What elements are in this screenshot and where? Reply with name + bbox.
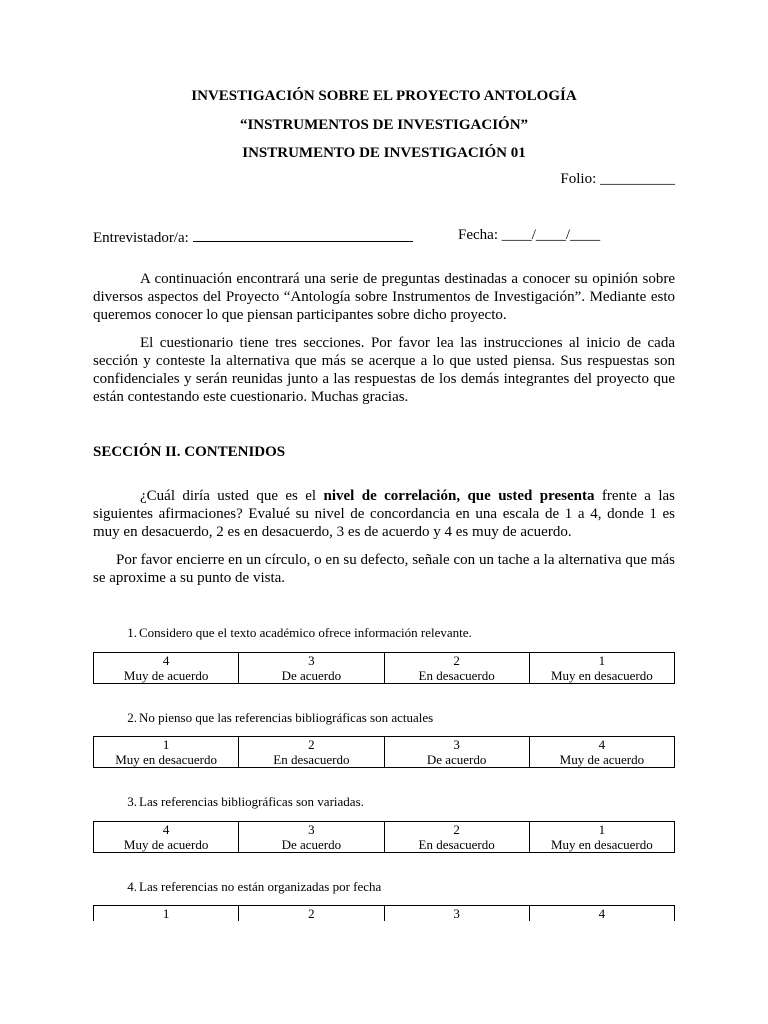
question-text: Las referencias no están organizadas por fecha <box>139 879 382 894</box>
doc-title-line-1: INVESTIGACIÓN SOBRE EL PROYECTO ANTOLOGÍA <box>191 88 577 104</box>
option-value: 2 <box>308 906 315 921</box>
option-value: 2 <box>453 822 460 837</box>
option-label: Muy de acuerdo <box>123 837 209 852</box>
scale-option[interactable] <box>239 737 384 768</box>
option-value: 4 <box>598 737 606 752</box>
question-text-after: frente a las siguientes afirmaciones? Evalué su nivel de concordancia en una escala de 1 a 4, donde 1 es muy en desacuerdo, 2 es en desacuerdo, 3 es de acuerdo y 4 es muy de acuerdo. <box>93 488 675 540</box>
option-value: 3 <box>308 822 315 837</box>
answer-scale-2 <box>93 736 675 768</box>
intro-paragraph-1: A continuación encontrará una serie de preguntas destinadas a conocer su opinión sobre diversos aspectos del Proyecto “Antología sobre Instrumentos de Investigación”. Mediante esto queremos conocer lo que piensan participantes sobre dicho proyecto. <box>93 271 675 323</box>
option-label: Muy de acuerdo <box>559 752 645 767</box>
option-label: Muy en desacuerdo <box>550 668 653 683</box>
option-value: 3 <box>308 653 315 668</box>
option-value: 2 <box>453 653 460 668</box>
section-question-paragraph <box>93 487 675 541</box>
option-value: 1 <box>598 653 606 668</box>
option-value: 1 <box>162 737 170 752</box>
answer-scale-4-clip <box>93 905 675 921</box>
scale-option[interactable] <box>94 653 239 684</box>
option-label: En desacuerdo <box>418 837 495 852</box>
option-value: 4 <box>598 906 606 921</box>
option-label: De acuerdo <box>426 752 487 767</box>
scale-option[interactable] <box>239 653 384 684</box>
interviewer-blank-line[interactable] <box>193 227 413 242</box>
option-label: Muy de acuerdo <box>123 668 209 683</box>
option-label: De acuerdo <box>281 837 342 852</box>
scale-option[interactable] <box>384 737 529 768</box>
scale-option[interactable] <box>384 653 529 684</box>
option-value: 3 <box>453 737 460 752</box>
option-label: Muy en desacuerdo <box>115 752 218 767</box>
scale-option[interactable] <box>94 737 239 768</box>
question-number: 4. <box>127 879 137 894</box>
doc-title-line-3: INSTRUMENTO DE INVESTIGACIÓN 01 <box>242 145 526 161</box>
question-text: Considero que el texto académico ofrece información relevante. <box>139 625 472 640</box>
question-4 <box>93 879 381 895</box>
scale-option[interactable] <box>529 822 674 853</box>
date-field[interactable]: Fecha: ____/____/____ <box>458 227 601 243</box>
option-label: Muy en desacuerdo <box>550 837 653 852</box>
question-number: 1. <box>127 625 137 640</box>
option-label: De acuerdo <box>281 668 342 683</box>
question-3 <box>93 794 364 810</box>
option-value: 1 <box>598 822 606 837</box>
scale-option[interactable] <box>384 822 529 853</box>
question-text: Las referencias bibliográficas son variadas. <box>139 794 364 809</box>
option-value: 2 <box>308 737 315 752</box>
document-page <box>93 0 675 1024</box>
option-value: 1 <box>162 906 170 921</box>
interviewer-field[interactable] <box>93 227 413 247</box>
option-label: En desacuerdo <box>273 752 350 767</box>
option-label: En desacuerdo <box>418 668 495 683</box>
option-value: 3 <box>453 906 460 921</box>
scale-option[interactable] <box>529 737 674 768</box>
section-instruction-paragraph: Por favor encierre en un círculo, o en su defecto, señale con un tache a la alternativa que más se aproxime a su punto de vista. <box>93 552 675 586</box>
doc-title-line-2: “INSTRUMENTOS DE INVESTIGACIÓN” <box>239 117 529 133</box>
question-text-bold: nivel de correlación, que usted presenta <box>323 488 595 504</box>
question-1 <box>93 625 472 641</box>
question-2 <box>93 710 433 726</box>
question-text: No pienso que las referencias bibliográficas son actuales <box>139 710 434 725</box>
section-title: SECCIÓN II. CONTENIDOS <box>93 444 286 460</box>
scale-option[interactable] <box>94 822 239 853</box>
question-number: 2. <box>127 710 137 725</box>
scale-option[interactable] <box>529 653 674 684</box>
scale-option[interactable] <box>239 822 384 853</box>
scale-option[interactable] <box>239 906 384 922</box>
interviewer-label: Entrevistador/a: <box>93 230 189 246</box>
folio-field[interactable]: Folio: __________ <box>560 171 675 187</box>
answer-scale-1 <box>93 652 675 684</box>
option-value: 4 <box>162 653 170 668</box>
question-number: 3. <box>127 794 137 809</box>
scale-option[interactable] <box>384 906 529 922</box>
question-text-before: ¿Cuál diría usted que es el <box>140 488 324 504</box>
option-value: 4 <box>162 822 170 837</box>
scale-option[interactable] <box>529 906 674 922</box>
answer-scale-3 <box>93 821 675 853</box>
scale-option[interactable] <box>94 906 239 922</box>
intro-paragraph-2: El cuestionario tiene tres secciones. Por favor lea las instrucciones al inicio de cada sección y conteste la alternativa que más se acerque a lo que usted piensa. Sus respuestas son confidenciales y serán reunidas junto a las respuestas de los demás integrantes del proyecto que están contestando este cuestionario. Muchas gracias. <box>93 335 675 405</box>
answer-scale-4 <box>93 905 675 921</box>
